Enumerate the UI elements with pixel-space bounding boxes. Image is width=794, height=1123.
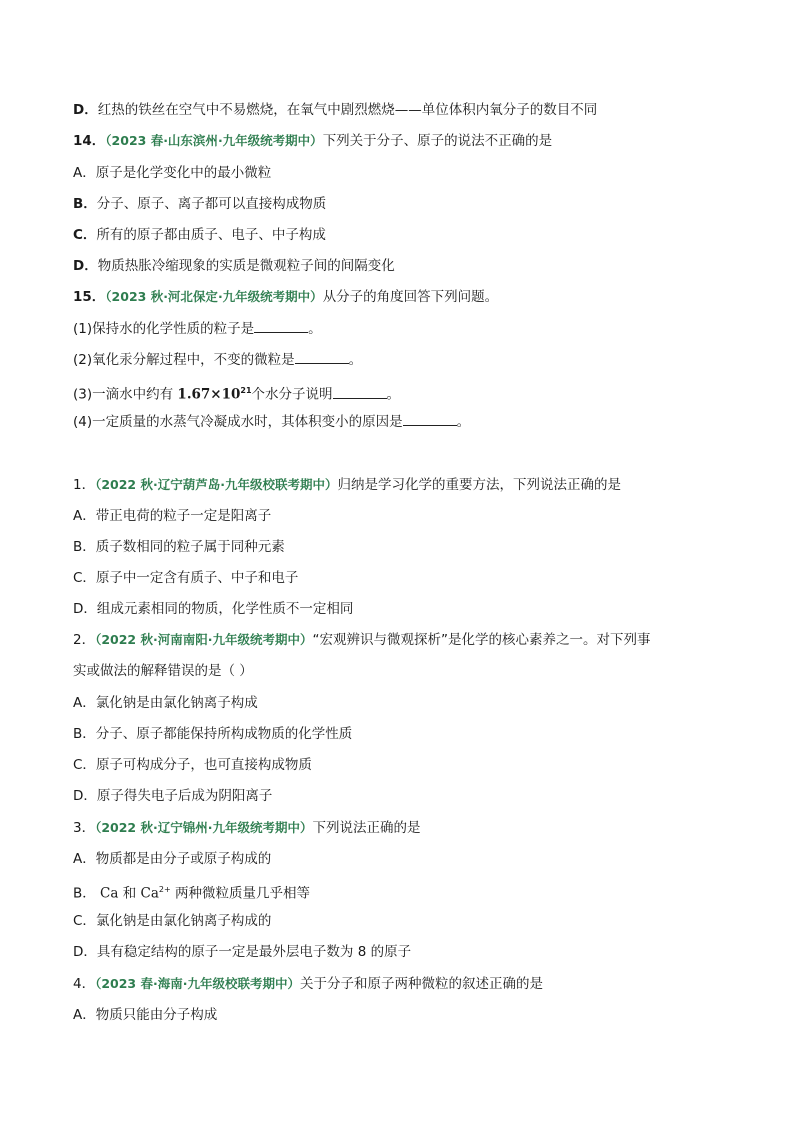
s2-q1-option-d <box>73 599 353 619</box>
s2-q3-option-a <box>73 849 271 869</box>
option-text: 原子中一定含有质子、中子和电子 <box>95 570 299 586</box>
option-label: D． <box>73 944 97 960</box>
part-end: 。 <box>386 386 401 403</box>
s2-q1-option-c <box>73 568 298 588</box>
option-text: 红热的铁丝在空气中不易燃烧，在氧气中剧烈燃烧——单位体积内氧分子的数目不同 <box>97 102 598 118</box>
ion-charge: 2+ <box>158 885 171 894</box>
question-text: 下列说法正确的是 <box>312 820 421 836</box>
option-text: 质子数相同的粒子属于同种元素 <box>95 539 285 555</box>
option-label: B． <box>73 196 97 212</box>
part-end: 。 <box>308 321 322 337</box>
s2-q4-stem <box>73 974 543 994</box>
option-label: D． <box>73 102 98 118</box>
question-source: （2023 春·山东滨州·九年级统考期中） <box>105 133 323 148</box>
part-end: 。 <box>348 352 363 368</box>
option-label: A． <box>73 1007 96 1023</box>
question-text: 归纳是学习化学的重要方法，下列说法正确的是 <box>337 477 621 493</box>
part-text: 保持水的化学性质的粒子是 <box>92 321 255 337</box>
option-text: Ca 和 Ca <box>95 885 159 902</box>
s2-q4-option-a <box>73 1005 217 1025</box>
option-text: 物质热胀冷缩现象的实质是微观粒子间的间隔变化 <box>97 258 395 274</box>
option-text: 所有的原子都由质子、电子、中子构成 <box>96 227 326 243</box>
part-text: 一定质量的水蒸气冷凝成水时，其体积变小的原因是 <box>92 414 403 430</box>
option-text: 分子、原子都能保持所构成物质的化学性质 <box>95 726 353 742</box>
s2-q1-option-a <box>73 506 271 526</box>
question-number: 2． <box>73 632 96 648</box>
question-source: （2023 秋·河北保定·九年级统考期中） <box>105 289 323 304</box>
question-number: 1． <box>73 477 96 493</box>
q15-part-1 <box>73 319 322 339</box>
option-label: C． <box>73 757 96 773</box>
option-text: 原子得失电子后成为阴阳离子 <box>96 788 273 804</box>
q14-option-d <box>73 256 395 276</box>
q15-stem <box>73 287 498 307</box>
option-label: D． <box>73 601 97 617</box>
option-text: 带正电荷的粒子一定是阳离子 <box>95 508 272 524</box>
option-text: 物质都是由分子或原子构成的 <box>95 851 272 867</box>
option-text: 物质只能由分子构成 <box>95 1007 218 1023</box>
s2-q2-stem-cont <box>73 661 253 681</box>
option-text: 氯化钠是由氯化钠离子构成的 <box>95 913 272 929</box>
s2-q3-stem <box>73 818 420 838</box>
option-text: 原子是化学变化中的最小微粒 <box>95 165 272 181</box>
part-label: (3) <box>73 386 93 403</box>
option-label: B． <box>73 885 96 902</box>
q15-part-2 <box>73 350 362 370</box>
question-text: 从分子的角度回答下列问题。 <box>322 289 499 305</box>
option-label: A． <box>73 695 96 711</box>
question-source: （2022 秋·河南南阳·九年级统考期中） <box>95 632 313 647</box>
q14-option-a <box>73 163 271 183</box>
s2-q2-option-a <box>73 693 258 713</box>
answer-blank[interactable] <box>403 413 457 426</box>
s2-q1-option-b <box>73 537 285 557</box>
question-number: 3． <box>73 820 96 836</box>
s2-q3-option-c <box>73 911 271 931</box>
q14-option-b <box>73 194 326 214</box>
part-label: (4) <box>73 414 93 430</box>
s2-q2-option-b <box>73 724 352 744</box>
option-text: 氯化钠是由氯化钠离子构成 <box>95 695 258 711</box>
part-text: 一滴水中约有 <box>92 386 178 403</box>
sci-number: 1.67×10 <box>177 386 241 403</box>
s2-q1-stem <box>73 475 621 495</box>
s2-q2-option-c <box>73 755 312 775</box>
question-text-cont: 实或做法的解释错误的是（ ） <box>73 663 253 679</box>
q14-option-c <box>73 225 326 245</box>
s2-q2-stem <box>73 630 650 650</box>
option-label: D． <box>73 788 97 804</box>
q15-part-4 <box>73 412 470 432</box>
question-number: 15． <box>73 289 106 305</box>
part-text: 氧化汞分解过程中，不变的微粒是 <box>92 352 295 368</box>
s2-q3-option-d <box>73 942 411 962</box>
part-end: 。 <box>456 414 471 430</box>
answer-blank[interactable] <box>254 320 308 333</box>
question-text: “宏观辨识与微观探析”是化学的核心素养之一。对下列事 <box>312 632 651 648</box>
option-text: 原子可构成分子，也可直接构成物质 <box>95 757 312 773</box>
option-label: B． <box>73 539 96 555</box>
s2-q3-option-b <box>73 880 310 904</box>
question-number: 4． <box>73 976 96 992</box>
part-text-after: 个水分子说明 <box>251 386 333 403</box>
option-label: A． <box>73 165 96 181</box>
option-label: C． <box>73 570 96 586</box>
answer-blank[interactable] <box>295 351 349 364</box>
question-number: 14． <box>73 133 106 149</box>
option-label: A． <box>73 508 96 524</box>
part-label: (2) <box>73 352 93 368</box>
option-label: B． <box>73 726 96 742</box>
question-source: （2022 秋·辽宁锦州·九年级统考期中） <box>95 820 313 835</box>
q14-stem <box>73 131 552 151</box>
option-label: A． <box>73 851 96 867</box>
option-label: C． <box>73 913 96 929</box>
option-text: 具有稳定结构的原子一定是最外层电子数为 8 的原子 <box>96 944 412 960</box>
sci-exponent: 21 <box>240 386 252 395</box>
question-text: 下列关于分子、原子的说法不正确的是 <box>322 133 553 149</box>
s2-q2-option-d <box>73 786 272 806</box>
option-text: 组成元素相同的物质，化学性质不一定相同 <box>96 601 354 617</box>
question-source: （2022 秋·辽宁葫芦岛·九年级校联考期中） <box>95 477 338 492</box>
answer-blank[interactable] <box>333 386 387 399</box>
q13-option-d <box>73 100 597 120</box>
option-label: C． <box>73 227 97 243</box>
question-source: （2023 春·海南·九年级校联考期中） <box>95 976 300 991</box>
option-text: 分子、原子、离子都可以直接构成物质 <box>96 196 327 212</box>
option-label: D． <box>73 258 98 274</box>
q15-part-3 <box>73 381 400 405</box>
question-text: 关于分子和原子两种微粒的叙述正确的是 <box>299 976 543 992</box>
option-text-after: 两种微粒质量几乎相等 <box>170 885 310 902</box>
part-label: (1) <box>73 321 93 337</box>
